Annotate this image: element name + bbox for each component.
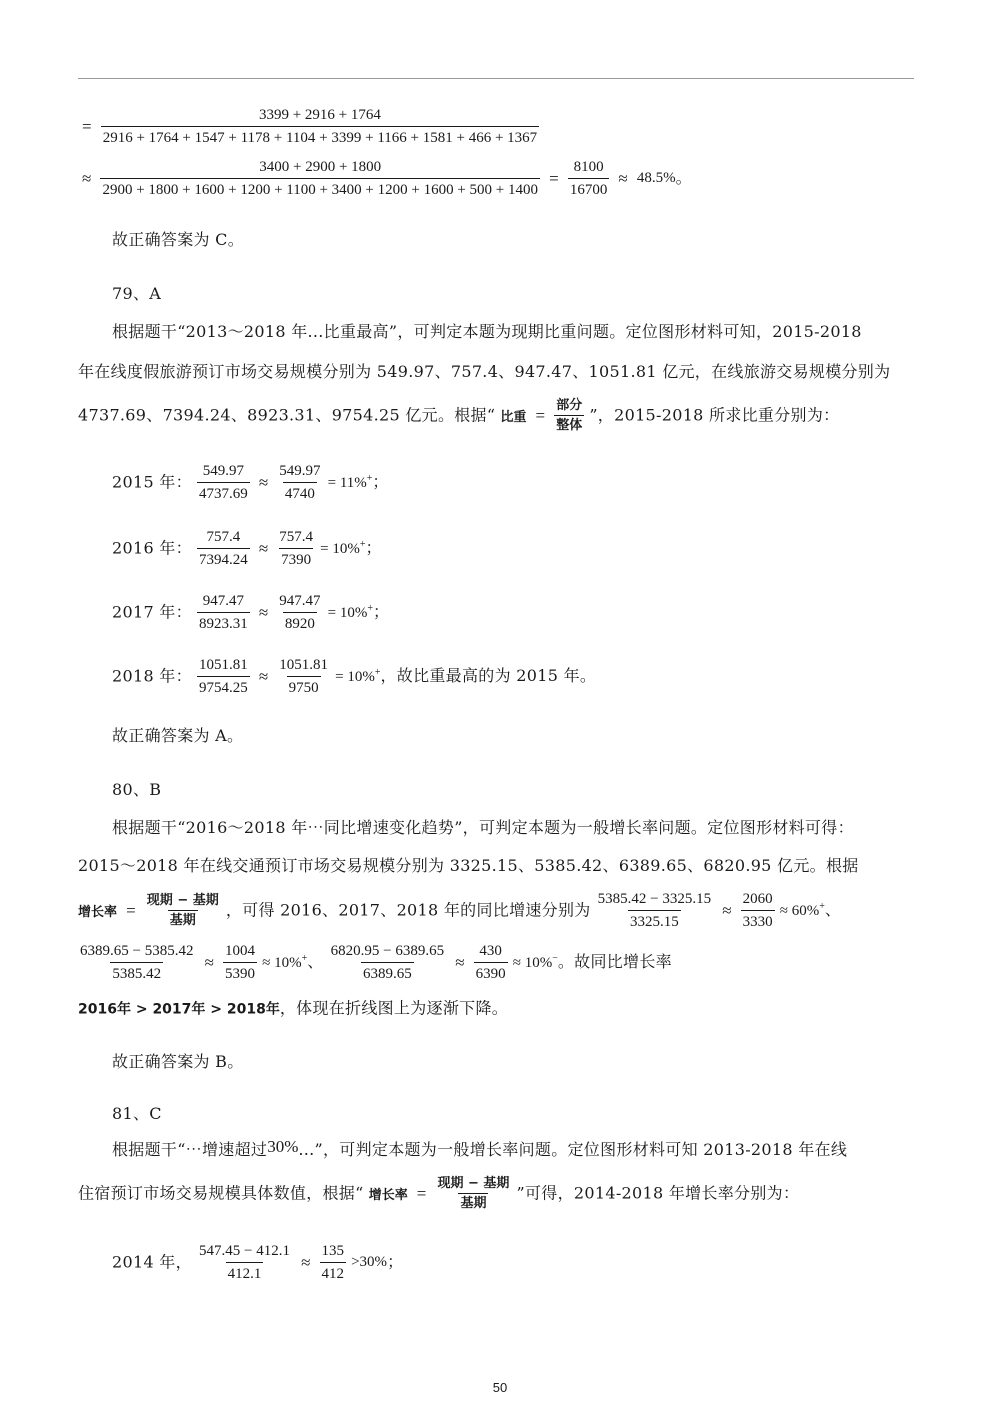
result-text: = 10% bbox=[335, 669, 375, 685]
sentence-end: 。 bbox=[675, 168, 692, 187]
formula-denominator: 基期 bbox=[458, 1193, 488, 1211]
question-80-head: 80、B bbox=[112, 780, 162, 799]
fraction-numerator: 3400 + 2900 + 1800 bbox=[259, 159, 382, 175]
fraction bbox=[197, 1242, 292, 1283]
q80-paragraph-line-4 bbox=[78, 942, 672, 983]
result-value bbox=[335, 669, 380, 685]
fraction bbox=[197, 462, 250, 503]
result-text: ≈ 60% bbox=[779, 903, 820, 919]
result-value bbox=[328, 605, 373, 621]
equals-sign: = bbox=[535, 405, 546, 425]
formula-denominator: 整体 bbox=[554, 415, 584, 433]
fraction-numerator: 430 bbox=[479, 943, 502, 959]
approx-sign: ≈ bbox=[258, 472, 269, 492]
fraction-denominator: 4740 bbox=[283, 482, 317, 503]
fraction-numerator: 6389.65 − 5385.42 bbox=[80, 943, 194, 959]
fraction-denominator: 7390 bbox=[279, 548, 313, 569]
equals-sign: = bbox=[126, 900, 136, 920]
text-segment: 。故同比增长率 bbox=[557, 952, 672, 971]
threshold-value: 30% bbox=[267, 1137, 299, 1156]
text-segment: ...”，可判定本题为一般增长率问题。定位图形材料可知 2013-2018 年在线 bbox=[298, 1140, 848, 1159]
fraction-denominator: 3330 bbox=[741, 910, 775, 931]
fraction bbox=[277, 528, 315, 569]
growth-formula bbox=[145, 893, 221, 928]
fraction-numerator: 947.47 bbox=[279, 593, 321, 609]
fraction-denominator: 412.1 bbox=[226, 1262, 264, 1283]
q79-row-2017 bbox=[112, 592, 389, 633]
fraction-denominator: 4737.69 bbox=[197, 482, 250, 503]
fraction-numerator: 2060 bbox=[742, 891, 773, 907]
growth-comparison: 2016年 > 2017年 > 2018年 bbox=[78, 1001, 280, 1018]
q79-row-2016 bbox=[112, 528, 382, 569]
fraction bbox=[277, 462, 322, 503]
fraction-numerator: 8100 bbox=[573, 159, 604, 175]
result-sup: + bbox=[301, 953, 308, 964]
fraction-numerator: 3399 + 2916 + 1764 bbox=[258, 107, 381, 123]
result-text: ≈ 10% bbox=[262, 955, 302, 971]
fraction-denominator: 6390 bbox=[474, 962, 508, 983]
row-tail: ； bbox=[372, 472, 389, 491]
fraction-denominator: 2916 + 1764 + 1547 + 1178 + 1104 + 3399 + 1166 + 1581 + 466 + 1367 bbox=[101, 126, 539, 147]
text-segment: 4737.69、7394.24、8923.31、9754.25 亿元。根据“ bbox=[78, 405, 496, 425]
equation-line-2 bbox=[78, 158, 692, 199]
q79-row-2015 bbox=[112, 462, 389, 503]
q81-paragraph-line-1 bbox=[112, 1137, 848, 1160]
approx-sign: ≈ bbox=[204, 952, 214, 972]
fraction-numerator: 5385.42 − 3325.15 bbox=[597, 891, 712, 907]
result-sup: + bbox=[366, 473, 373, 484]
fraction bbox=[596, 890, 713, 931]
result-value bbox=[513, 955, 558, 971]
row-label: 2016 年： bbox=[112, 538, 192, 558]
equals-sign: = bbox=[416, 1183, 427, 1203]
approx-sign: ≈ bbox=[455, 952, 465, 972]
approx-sign: ≈ bbox=[618, 168, 628, 188]
fraction-denominator: 8923.31 bbox=[197, 612, 250, 633]
fraction-denominator: 6389.65 bbox=[361, 962, 414, 983]
fraction-denominator: 5385.42 bbox=[110, 962, 163, 983]
answer-78: 故正确答案为 C。 bbox=[112, 230, 245, 249]
result-sup: + bbox=[367, 603, 373, 614]
fraction bbox=[197, 528, 250, 569]
fraction-denominator: 16700 bbox=[568, 178, 610, 199]
q81-paragraph-line-2 bbox=[78, 1176, 799, 1211]
fraction-denominator: 9754.25 bbox=[197, 676, 250, 697]
answer-79: 故正确答案为 A。 bbox=[112, 726, 244, 745]
row-tail: ，故比重最高的为 2015 年。 bbox=[380, 666, 597, 685]
q80-paragraph-line-1: 根据题干“2016～2018 年⋯同比增速变化趋势”，可判定本题为一般增长率问题。定位图形材料可得： bbox=[112, 818, 854, 837]
q80-paragraph-line-5 bbox=[78, 998, 508, 1019]
fraction-numerator: 1051.81 bbox=[279, 657, 329, 673]
result-value bbox=[262, 955, 307, 971]
fraction bbox=[277, 592, 322, 633]
q79-paragraph-line-3 bbox=[78, 398, 839, 433]
approx-sign: ≈ bbox=[258, 538, 269, 558]
fraction-sum bbox=[101, 106, 539, 147]
q79-paragraph-line-1: 根据题干“2013～2018 年...比重最高”，可判定本题为现期比重问题。定位图形材料可知，2015-2018 bbox=[112, 322, 862, 341]
result-value: 48.5% bbox=[636, 170, 676, 186]
fraction-numerator: 135 bbox=[321, 1243, 344, 1259]
fraction-denominator: 3325.15 bbox=[628, 910, 681, 931]
question-79-head: 79、A bbox=[112, 284, 162, 303]
fraction-denominator: 9750 bbox=[287, 676, 321, 697]
approx-sign: ≈ bbox=[722, 900, 732, 920]
formula-numerator: 现期 − 基期 bbox=[146, 893, 219, 908]
growth-formula bbox=[435, 1176, 511, 1211]
fraction bbox=[474, 942, 508, 983]
text-segment: ”可得，2014-2018 年增长率分别为： bbox=[516, 1183, 800, 1203]
text-segment: ，体现在折线图上为逐渐下降。 bbox=[279, 998, 509, 1018]
q81-row-2014 bbox=[112, 1242, 403, 1283]
row-label: 2014 年， bbox=[112, 1252, 192, 1272]
result-text: = 11% bbox=[327, 475, 367, 491]
result-value: >30% bbox=[351, 1254, 388, 1270]
formula-denominator: 基期 bbox=[168, 910, 198, 928]
equals-sign: = bbox=[549, 168, 559, 188]
ratio-formula bbox=[554, 398, 584, 433]
row-tail: ； bbox=[372, 602, 390, 621]
fraction-approx-sum bbox=[100, 158, 540, 199]
q80-paragraph-line-2: 2015～2018 年在线交通预订市场交易规模分别为 3325.15、5385.42、6389.65、6820.95 亿元。根据 bbox=[78, 856, 859, 875]
separator: 、 bbox=[307, 952, 324, 971]
fraction-numerator: 549.97 bbox=[202, 463, 244, 479]
row-label: 2018 年： bbox=[112, 666, 192, 686]
q80-paragraph-line-3 bbox=[78, 890, 841, 931]
approx-sign: ≈ bbox=[301, 1252, 311, 1272]
fraction-denominator: 8920 bbox=[283, 612, 317, 633]
header-rule bbox=[78, 78, 914, 79]
fraction bbox=[741, 890, 775, 931]
result-sup: + bbox=[374, 667, 381, 678]
page-number: 50 bbox=[492, 1380, 508, 1395]
row-label: 2017 年： bbox=[112, 602, 192, 622]
equation-line-1 bbox=[78, 106, 539, 147]
fraction bbox=[78, 942, 195, 983]
formula-left: 增长率 bbox=[368, 1188, 408, 1203]
fraction-numerator: 1004 bbox=[225, 943, 255, 959]
text-segment: ”，2015-2018 所求比重分别为： bbox=[589, 405, 840, 425]
result-value bbox=[320, 541, 365, 557]
separator: 、 bbox=[824, 900, 842, 919]
question-81-head: 81、C bbox=[112, 1104, 162, 1123]
fraction-numerator: 6820.95 − 6389.65 bbox=[330, 943, 445, 959]
fraction-denominator: 2900 + 1800 + 1600 + 1200 + 1100 + 3400 + 1200 + 1600 + 500 + 1400 bbox=[100, 178, 540, 199]
text-segment: 住宿预订市场交易规模具体数值，根据“ bbox=[78, 1183, 364, 1203]
row-label: 2015 年： bbox=[112, 472, 192, 492]
fraction-numerator: 547.45 − 412.1 bbox=[199, 1243, 290, 1259]
fraction-numerator: 1051.81 bbox=[199, 657, 248, 673]
result-value bbox=[328, 475, 373, 491]
answer-80: 故正确答案为 B。 bbox=[112, 1052, 244, 1071]
formula-left: 比重 bbox=[500, 410, 527, 425]
fraction bbox=[320, 1242, 347, 1283]
fraction-denominator: 412 bbox=[320, 1262, 347, 1283]
q79-paragraph-line-2: 年在线度假旅游预订市场交易规模分别为 549.97、757.4、947.47、1051.81 亿元，在线旅游交易规模分别为 bbox=[78, 362, 891, 381]
fraction bbox=[329, 942, 446, 983]
fraction-numerator: 947.47 bbox=[202, 593, 244, 609]
approx-sign: ≈ bbox=[258, 602, 269, 622]
result-text: = 10% bbox=[320, 541, 360, 557]
fraction-numerator: 549.97 bbox=[279, 463, 321, 479]
text-segment: 根据题干“⋯增速超过 bbox=[112, 1140, 268, 1159]
result-text: = 10% bbox=[327, 605, 368, 621]
result-value bbox=[780, 903, 825, 919]
result-sup: + bbox=[359, 539, 366, 550]
result-sup: − bbox=[552, 953, 558, 964]
row-tail: ； bbox=[365, 538, 382, 557]
approx-sign: ≈ bbox=[258, 666, 269, 686]
fraction bbox=[277, 656, 330, 697]
text-segment: ，可得 2016、2017、2018 年的同比增速分别为 bbox=[225, 900, 591, 920]
result-sup: + bbox=[819, 901, 825, 912]
formula-numerator: 现期 − 基期 bbox=[437, 1176, 510, 1191]
fraction-denominator: 7394.24 bbox=[197, 548, 250, 569]
fraction bbox=[197, 656, 250, 697]
result-text: ≈ 10% bbox=[512, 955, 553, 971]
formula-numerator: 部分 bbox=[556, 398, 583, 413]
fraction-numerator: 757.4 bbox=[279, 529, 314, 545]
fraction bbox=[223, 942, 257, 983]
formula-left: 增长率 bbox=[78, 905, 118, 920]
equals-sign: = bbox=[82, 116, 92, 136]
row-tail: ； bbox=[387, 1252, 404, 1271]
fraction bbox=[197, 592, 250, 633]
fraction-total bbox=[568, 158, 610, 199]
fraction-numerator: 757.4 bbox=[206, 529, 241, 545]
approx-sign: ≈ bbox=[82, 168, 92, 188]
fraction-denominator: 5390 bbox=[223, 962, 257, 983]
q79-row-2018 bbox=[112, 656, 596, 697]
